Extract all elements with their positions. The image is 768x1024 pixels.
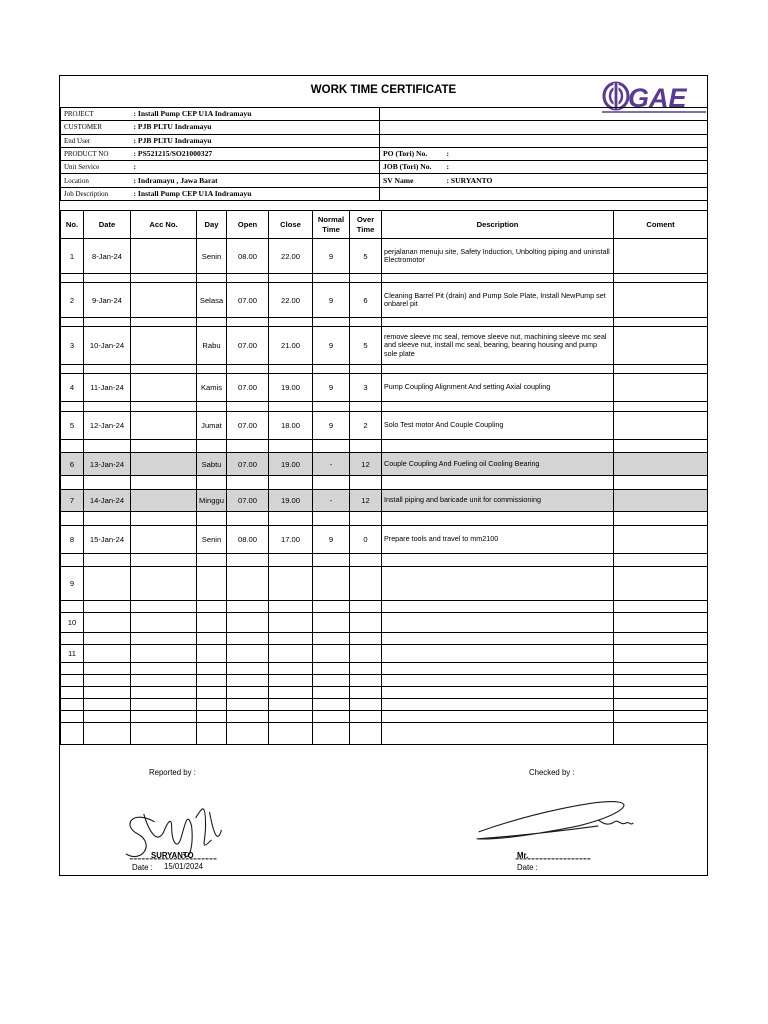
location-value: : Indramayu , Jawa Barat [131,174,380,187]
cell-over: 5 [350,327,382,365]
cell-acc [131,374,197,402]
reporter-date-label: Date : [132,863,153,872]
cell-over: 5 [350,239,382,274]
table-row [61,645,708,663]
po-no-value: : [444,147,708,160]
cell-day [197,567,227,601]
table-spacer-row [61,663,708,675]
checker-name: Mr. [517,851,529,860]
cell-day: Senin [197,526,227,554]
cell-desc: Prepare tools and travel to mm2100 [382,526,614,554]
cell-close: 17.00 [269,526,313,554]
table-spacer-row [61,318,708,327]
cell-coment [614,283,708,318]
cell-no: 6 [61,453,84,476]
table-row [61,374,708,402]
cell-acc [131,453,197,476]
col-header-close: Close [269,211,313,239]
cell-day: Jumat [197,412,227,440]
product-no-value: : PS521215/SO21000327 [131,147,380,160]
cell-date: 9-Jan-24 [84,283,131,318]
cell-no: 5 [61,412,84,440]
cell-open: 08.00 [227,526,269,554]
cell-acc [131,613,197,633]
cell-acc [131,327,197,365]
cell-acc [131,239,197,274]
cell-over: 0 [350,526,382,554]
cell-open: 07.00 [227,490,269,512]
table-row [61,239,708,274]
sv-name-value: : SURYANTO [444,174,708,187]
cell-coment [614,327,708,365]
document-title: WORK TIME CERTIFICATE [310,84,457,96]
cell-open: 07.00 [227,327,269,365]
cell-no: 3 [61,327,84,365]
location-label: Location [61,174,131,187]
end-user-label: End User [61,134,131,147]
table-spacer-row [61,440,708,453]
table-spacer-row [61,274,708,283]
table-blank-row [61,675,708,687]
checked-by-label: Checked by : [529,768,575,777]
reporter-date-value: 15/01/2024 [164,862,204,871]
table-spacer-row [61,554,708,567]
cell-coment [614,374,708,402]
unit-service-label: Unit Service [61,161,131,174]
cell-over: 2 [350,412,382,440]
product-no-label: PRODUCT NO [61,147,131,160]
cell-normal [313,567,350,601]
po-no-label: PO (Tori) No. [380,147,444,160]
cell-close [269,613,313,633]
cell-close [269,645,313,663]
cell-coment [614,567,708,601]
project-label: PROJECT [61,108,131,121]
work-time-table [60,210,708,745]
cell-no: 4 [61,374,84,402]
cell-no: 9 [61,567,84,601]
customer-label: CUSTOMER [61,121,131,134]
cell-acc [131,526,197,554]
cell-normal [313,613,350,633]
cell-close: 22.00 [269,283,313,318]
cell-open: 07.00 [227,412,269,440]
cell-close: 18.00 [269,412,313,440]
project-value: : Install Pump CEP U1A Indramayu [131,108,380,121]
cell-date: 14-Jan-24 [84,490,131,512]
cell-date: 12-Jan-24 [84,412,131,440]
cell-day: Kamis [197,374,227,402]
job-no-label: JOB (Tori) No. [380,161,444,174]
logo-text: GAE [628,83,687,113]
table-row [61,412,708,440]
cell-over [350,567,382,601]
cell-desc [382,567,614,601]
cell-desc [382,613,614,633]
cell-desc: remove sleeve mc seal, remove sleeve nut, machining sleeve mc seal and sleeve nut, install mc seal, bearing, bearing housing and pump sole plate [382,327,614,365]
checker-signature [477,802,634,839]
table-row [61,327,708,365]
cell-desc: Couple Coupling And Fueling oil Cooling Bearing [382,453,614,476]
cell-date [84,645,131,663]
cell-close: 22.00 [269,239,313,274]
table-row [61,526,708,554]
header-row-end-user [61,134,708,147]
header-info-table [60,107,708,201]
header-row-project [61,108,708,121]
cell-desc [382,645,614,663]
cell-normal: 9 [313,526,350,554]
cell-over: 12 [350,490,382,512]
cell-no: 10 [61,613,84,633]
cell-normal: - [313,453,350,476]
col-header-day: Day [197,211,227,239]
cell-open: 07.00 [227,374,269,402]
cell-day [197,613,227,633]
cell-close: 19.00 [269,374,313,402]
table-spacer-row [61,365,708,374]
cell-acc [131,412,197,440]
cell-day: Sabtu [197,453,227,476]
col-header-over-time: Over Time [350,211,382,239]
cell-no: 1 [61,239,84,274]
checker-date-label: Date : [517,863,538,872]
cell-coment [614,453,708,476]
cell-no: 2 [61,283,84,318]
cell-coment [614,613,708,633]
table-spacer-row [61,402,708,412]
table-body [61,239,708,745]
cell-coment [614,490,708,512]
reporter-name: SURYANTO [151,851,194,860]
table-blank-row [61,699,708,711]
cell-normal: - [313,490,350,512]
job-description-value: : Install Pump CEP U1A Indramayu [131,187,380,200]
cell-desc: Solo Test motor And Couple Coupling [382,412,614,440]
cell-close [269,567,313,601]
cell-over: 6 [350,283,382,318]
work-time-certificate [59,75,708,876]
cell-desc: perjalanan menuju site, Safety Induction, Unbolting piping and uninstall Electromotor [382,239,614,274]
col-header-no: No. [61,211,84,239]
table-row [61,283,708,318]
cell-desc: Pump Coupling Alignment And setting Axial coupling [382,374,614,402]
cell-coment [614,239,708,274]
header-row-location [61,174,708,187]
table-header-row [61,211,708,239]
cell-acc [131,283,197,318]
reporter-signature [126,809,222,857]
cell-coment [614,645,708,663]
cell-day: Minggu [197,490,227,512]
cell-desc: Install piping and baricade unit for commissioning [382,490,614,512]
cell-over [350,645,382,663]
cell-open: 07.00 [227,283,269,318]
cell-date: 10-Jan-24 [84,327,131,365]
header-row-product-no [61,147,708,160]
customer-value: : PJB PLTU Indramayu [131,121,380,134]
table-row [61,567,708,601]
table-spacer-row [61,633,708,645]
table-spacer-row [61,601,708,613]
cell-normal: 9 [313,412,350,440]
table-blank-row [61,687,708,699]
cell-normal: 9 [313,374,350,402]
cell-open: 07.00 [227,453,269,476]
table-spacer-row [61,512,708,526]
header-row-unit-service [61,161,708,174]
cell-date: 15-Jan-24 [84,526,131,554]
sv-name-label: SV Name [380,174,444,187]
cell-day: Selasa [197,283,227,318]
cell-acc [131,490,197,512]
table-blank-row [61,723,708,745]
end-user-value: : PJB PLTU Indramayu [131,134,380,147]
cell-normal: 9 [313,239,350,274]
col-header-normal-time: Normal Time [313,211,350,239]
table-row [61,490,708,512]
cell-date [84,567,131,601]
cell-no: 11 [61,645,84,663]
table-blank-row [61,711,708,723]
cell-open [227,645,269,663]
cell-close: 21.00 [269,327,313,365]
cell-over [350,613,382,633]
cell-acc [131,567,197,601]
cell-date [84,613,131,633]
reported-by-label: Reported by : [149,768,196,777]
header-row-job-description [61,187,708,200]
table-row [61,453,708,476]
cell-date: 11-Jan-24 [84,374,131,402]
cell-coment [614,412,708,440]
col-header-acc-no: Acc No. [131,211,197,239]
col-header-coment: Coment [614,211,708,239]
cell-normal [313,645,350,663]
cell-day: Senin [197,239,227,274]
cell-over: 3 [350,374,382,402]
cell-no: 8 [61,526,84,554]
cell-close: 19.00 [269,453,313,476]
cell-over: 12 [350,453,382,476]
table-row [61,613,708,633]
cell-desc: Cleaning Barrel Pit (drain) and Pump Sole Plate, Install NewPump set onbarel pit [382,283,614,318]
cell-day [197,645,227,663]
cell-open: 08.00 [227,239,269,274]
cell-date: 13-Jan-24 [84,453,131,476]
col-header-date: Date [84,211,131,239]
cell-open [227,613,269,633]
cell-open [227,567,269,601]
job-no-value: : [444,161,708,174]
table-spacer-row [61,476,708,490]
cell-acc [131,645,197,663]
job-description-label: Job Description [61,187,131,200]
cell-date: 8-Jan-24 [84,239,131,274]
cell-no: 7 [61,490,84,512]
cell-close: 19.00 [269,490,313,512]
header-row-customer [61,121,708,134]
cell-normal: 9 [313,327,350,365]
cell-coment [614,526,708,554]
unit-service-value: : [131,161,380,174]
col-header-open: Open [227,211,269,239]
cell-normal: 9 [313,283,350,318]
cell-day: Rabu [197,327,227,365]
col-header-description: Description [382,211,614,239]
